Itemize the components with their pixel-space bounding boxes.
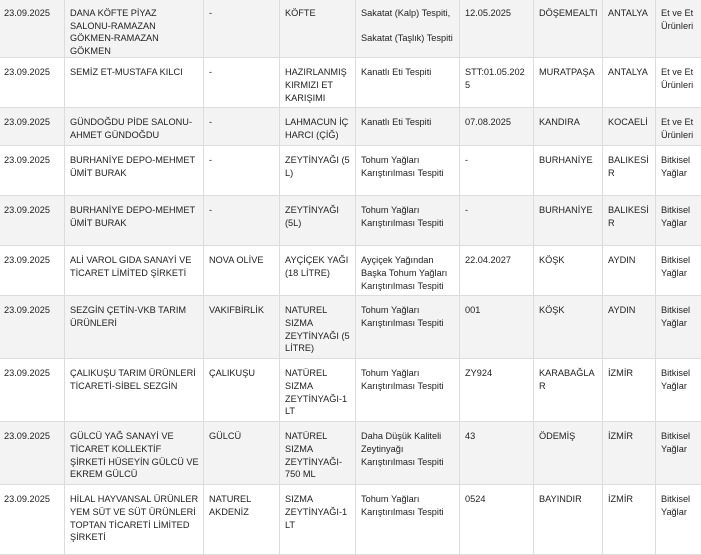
- table-row: [0, 246, 701, 296]
- group-cell: Bitkisel Yağlar: [656, 196, 701, 246]
- province-cell: İZMİR: [603, 422, 656, 485]
- lot-cell: 001: [460, 296, 534, 359]
- date-cell: 23.09.2025: [0, 246, 65, 296]
- date-cell: 23.09.2025: [0, 146, 65, 196]
- province-cell: ANTALYA: [603, 0, 656, 58]
- province-cell: KOCAELİ: [603, 108, 656, 146]
- company-cell: BURHANİYE DEPO-MEHMET ÜMİT BURAK: [65, 196, 204, 246]
- table-row: [0, 359, 701, 422]
- table-row: [0, 0, 701, 58]
- brand-cell: ÇALIKUŞU: [204, 359, 280, 422]
- date-cell: 23.09.2025: [0, 108, 65, 146]
- table-row: [0, 146, 701, 196]
- province-cell: ANTALYA: [603, 58, 656, 108]
- product-cell: AYÇİÇEK YAĞI (18 LİTRE): [280, 246, 356, 296]
- district-cell: KARABAĞLAR: [534, 359, 603, 422]
- date-cell: 23.09.2025: [0, 196, 65, 246]
- finding-cell: Kanatlı Eti Tespiti: [356, 58, 460, 108]
- company-cell: SEMİZ ET-MUSTAFA KILCI: [65, 58, 204, 108]
- company-cell: GÜNDOĞDU PİDE SALONU-AHMET GÜNDOĞDU: [65, 108, 204, 146]
- group-cell: Bitkisel Yağlar: [656, 422, 701, 485]
- product-cell: KÖFTE: [280, 0, 356, 58]
- product-cell: SIZMA ZEYTİNYAĞI-1 LT: [280, 485, 356, 555]
- table-row: [0, 422, 701, 485]
- group-cell: Bitkisel Yağlar: [656, 485, 701, 555]
- company-cell: GÜLCÜ YAĞ SANAYİ VE TİCARET KOLLEKTİF ŞİRKETİ HÜSEYİN GÜLCÜ VE EKREM GÜLCÜ: [65, 422, 204, 485]
- brand-cell: GÜLCÜ: [204, 422, 280, 485]
- product-cell: ZEYTİNYAĞI (5 L): [280, 146, 356, 196]
- group-cell: Bitkisel Yağlar: [656, 146, 701, 196]
- product-cell: NATÜREL SIZMA ZEYTİNYAĞI-750 ML: [280, 422, 356, 485]
- province-cell: BALIKESİR: [603, 146, 656, 196]
- group-cell: Bitkisel Yağlar: [656, 296, 701, 359]
- table-row: [0, 485, 701, 555]
- brand-cell: NATUREL AKDENİZ: [204, 485, 280, 555]
- province-cell: İZMİR: [603, 359, 656, 422]
- finding-cell: Tohum Yağları Karıştırılması Tespiti: [356, 196, 460, 246]
- lot-cell: ZY924: [460, 359, 534, 422]
- district-cell: BURHANİYE: [534, 196, 603, 246]
- product-cell: NATUREL SIZMA ZEYTİNYAĞI (5 LİTRE): [280, 296, 356, 359]
- finding-cell: Ayçiçek Yağından Başka Tohum Yağları Karıştırılması Tespiti: [356, 246, 460, 296]
- district-cell: KÖŞK: [534, 246, 603, 296]
- company-cell: HİLAL HAYVANSAL ÜRÜNLER YEM SÜT VE SÜT ÜRÜNLERİ TOPTAN TİCARETİ LİMİTED ŞİRKETİ: [65, 485, 204, 555]
- province-cell: AYDIN: [603, 296, 656, 359]
- date-cell: 23.09.2025: [0, 359, 65, 422]
- group-cell: Et ve Et Ürünleri: [656, 0, 701, 58]
- date-cell: 23.09.2025: [0, 58, 65, 108]
- company-cell: BURHANİYE DEPO-MEHMET ÜMİT BURAK: [65, 146, 204, 196]
- district-cell: KÖŞK: [534, 296, 603, 359]
- group-cell: Bitkisel Yağlar: [656, 359, 701, 422]
- group-cell: Et ve Et Ürünleri: [656, 58, 701, 108]
- district-cell: BAYINDIR: [534, 485, 603, 555]
- table-row: [0, 196, 701, 246]
- group-cell: Bitkisel Yağlar: [656, 246, 701, 296]
- finding-cell: Tohum Yağları Karıştırılması Tespiti: [356, 485, 460, 555]
- finding-cell: Kanatlı Eti Tespiti: [356, 108, 460, 146]
- finding-cell: Tohum Yağları Karıştırılması Tespiti: [356, 296, 460, 359]
- company-cell: ALİ VAROL GIDA SANAYİ VE TİCARET LİMİTED ŞİRKETİ: [65, 246, 204, 296]
- province-cell: AYDIN: [603, 246, 656, 296]
- lot-cell: 22.04.2027: [460, 246, 534, 296]
- brand-cell: -: [204, 0, 280, 58]
- district-cell: KANDIRA: [534, 108, 603, 146]
- finding-cell: Sakatat (Kalp) Tespiti, Sakatat (Taşlık) Tespiti: [356, 0, 460, 58]
- district-cell: BURHANİYE: [534, 146, 603, 196]
- group-cell: Et ve Et Ürünleri: [656, 108, 701, 146]
- brand-cell: VAKIFBİRLİK: [204, 296, 280, 359]
- table-row: [0, 58, 701, 108]
- lot-cell: STT:01.05.2025: [460, 58, 534, 108]
- lot-cell: -: [460, 146, 534, 196]
- product-cell: LAHMACUN İÇ HARCI (ÇİĞ): [280, 108, 356, 146]
- lot-cell: 43: [460, 422, 534, 485]
- date-cell: 23.09.2025: [0, 422, 65, 485]
- company-cell: SEZGİN ÇETİN-VKB TARIM ÜRÜNLERİ: [65, 296, 204, 359]
- brand-cell: -: [204, 196, 280, 246]
- product-cell: HAZIRLANMIŞ KIRMIZI ET KARIŞIMI: [280, 58, 356, 108]
- finding-cell: Daha Düşük Kaliteli Zeytinyağı Karıştırılması Tespiti: [356, 422, 460, 485]
- brand-cell: NOVA OLİVE: [204, 246, 280, 296]
- lot-cell: -: [460, 196, 534, 246]
- district-cell: DÖŞEMEALTI: [534, 0, 603, 58]
- lot-cell: 07.08.2025: [460, 108, 534, 146]
- brand-cell: -: [204, 146, 280, 196]
- table-row: [0, 108, 701, 146]
- brand-cell: -: [204, 108, 280, 146]
- lot-cell: 12.05.2025: [460, 0, 534, 58]
- district-cell: ÖDEMİŞ: [534, 422, 603, 485]
- brand-cell: -: [204, 58, 280, 108]
- date-cell: 23.09.2025: [0, 296, 65, 359]
- product-cell: ZEYTİNYAĞI (5L): [280, 196, 356, 246]
- lot-cell: 0524: [460, 485, 534, 555]
- company-cell: DANA KÖFTE PİYAZ SALONU-RAMAZAN GÖKMEN-RAMAZAN GÖKMEN: [65, 0, 204, 58]
- province-cell: İZMİR: [603, 485, 656, 555]
- district-cell: MURATPAŞA: [534, 58, 603, 108]
- province-cell: BALIKESİR: [603, 196, 656, 246]
- company-cell: ÇALIKUŞU TARIM ÜRÜNLERİ TİCARETİ-SİBEL SEZGİN: [65, 359, 204, 422]
- table-row: [0, 296, 701, 359]
- date-cell: 23.09.2025: [0, 0, 65, 58]
- finding-cell: Tohum Yağları Karıştırılması Tespiti: [356, 146, 460, 196]
- finding-cell: Tohum Yağları Karıştırılması Tespiti: [356, 359, 460, 422]
- product-cell: NATÜREL SIZMA ZEYTİNYAĞI-1 LT: [280, 359, 356, 422]
- date-cell: 23.09.2025: [0, 485, 65, 555]
